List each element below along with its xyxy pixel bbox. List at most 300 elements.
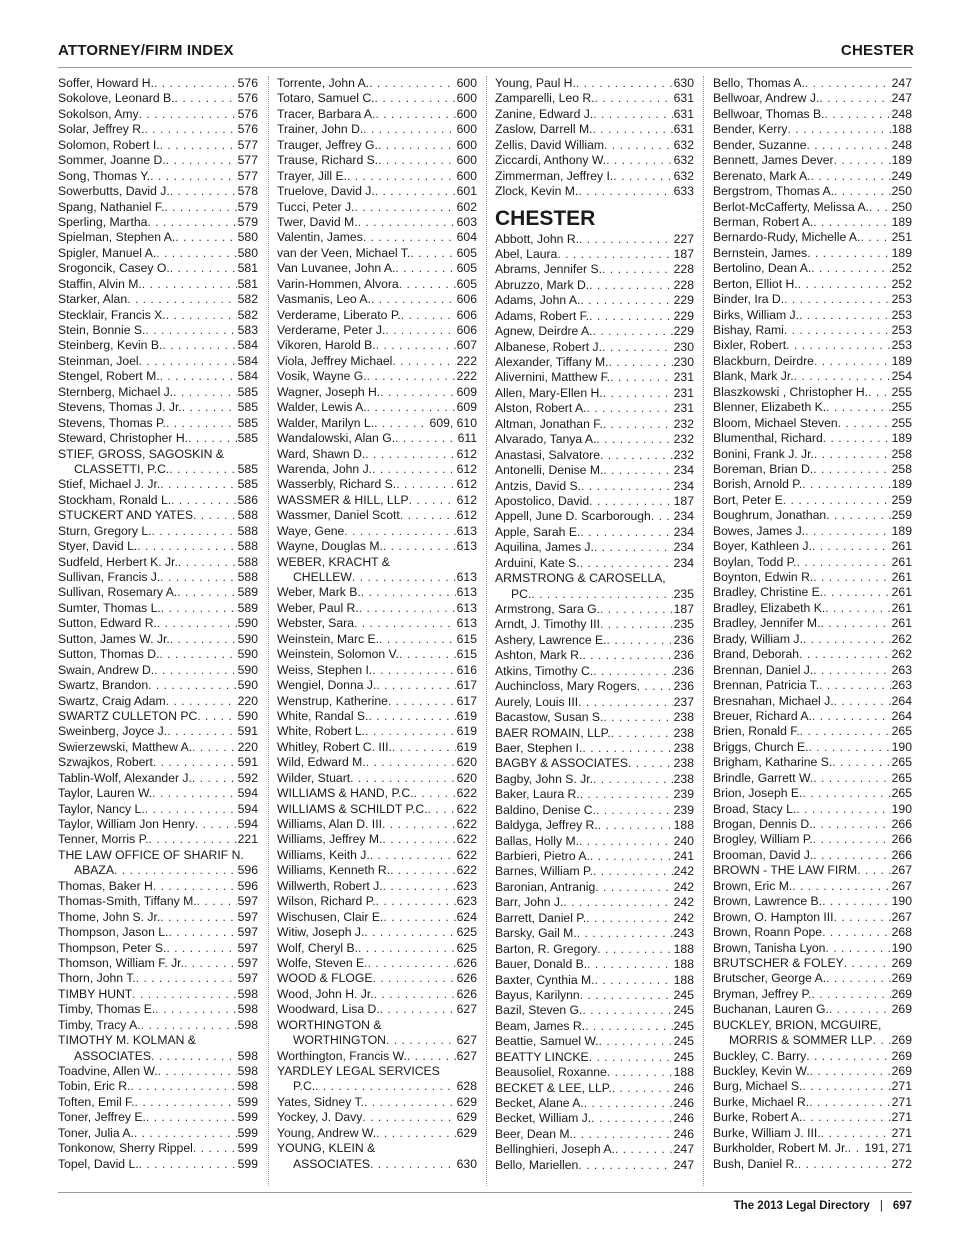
dot-leader [596,803,673,818]
dot-leader [192,740,237,755]
index-entry [495,710,694,725]
entry-name: Warenda, John J. [277,461,373,476]
entry-page: 189 [891,214,912,229]
dot-leader [578,695,673,710]
dot-leader [170,632,237,647]
index-entry [277,292,477,307]
entry-name: Swartz, Brandon [58,678,149,693]
entry-page: 241 [673,849,694,863]
index-entry [713,585,912,600]
entry-name: Bazil, Steven G. [495,1003,583,1018]
entry-name: Barrett, Daniel P. [495,910,587,925]
entry-name: Burkholder, Robert M. Jr. [713,1141,848,1156]
entry-page: 189 [891,477,912,492]
index-entry [58,987,258,1002]
entry-name: Adams, John A. [495,293,581,308]
entry-name: BROWN - THE LAW FIRM [713,863,858,878]
dot-leader [144,122,236,137]
entry-page: 237 [673,694,694,709]
dot-leader [139,1157,237,1172]
index-entry [495,633,694,648]
entry-name: Steinberg, Kevin B. [58,338,163,353]
entry-name: White, Randal S. [277,708,369,723]
entry-name: Brown, Roann Pope [713,925,823,940]
entry-name: Wengiel, Donna J. [277,678,377,693]
index-entry [277,277,477,292]
index-entry [58,832,258,847]
index-entry [713,416,912,431]
entry-name: Antzis, David S. [495,478,582,493]
entry-page: 190 [891,801,912,816]
dot-leader [392,740,456,755]
entry-page: 246 [673,1096,694,1110]
dot-leader [822,894,891,909]
entry-page: 222 [456,353,477,368]
index-entry [58,1126,258,1141]
entry-name: Berlot-McCafferty, Melissa A. [713,199,869,214]
entry-name: Zimmerman, Jeffrey I. [495,168,614,183]
dot-leader [370,848,456,863]
index-entry [58,369,258,384]
entry-page: 265 [891,786,912,801]
index-entry [495,309,694,324]
index-entry [713,230,912,245]
dot-leader [409,493,456,508]
dot-leader [603,417,673,432]
entry-name: Briggs, Church E. [713,739,809,754]
dot-leader [188,431,237,446]
index-entry [58,570,258,585]
dot-leader [376,894,456,909]
entry-page: 585 [237,384,258,399]
index-entry [277,555,477,570]
entry-page: 598 [237,986,258,1001]
dot-leader [578,1158,672,1173]
entry-name: Buckley, Kevin W. [713,1064,810,1078]
index-entry [58,76,258,91]
dot-leader [798,277,891,292]
index-entry [58,632,258,647]
index-entry [58,400,258,415]
entry-name: Steinman, Joel [58,353,139,368]
entry-name: Sudfeld, Herbert K. Jr. [58,554,178,569]
entry-page: 229 [673,293,694,308]
dot-leader [193,1141,237,1156]
index-entry [277,1002,477,1017]
dot-leader [166,941,236,956]
entry-name: Burke, Michael R. [713,1094,810,1109]
dot-leader [580,787,673,802]
dot-leader [826,971,891,986]
entry-page: 188 [673,818,694,833]
index-entry [713,832,912,847]
index-entry [58,323,258,338]
entry-page: 236 [673,663,694,678]
entry-name: Bradley, Jennifer M. [713,616,821,631]
entry-name: PC. [511,586,532,601]
index-entry [495,1019,694,1034]
entry-page: 249 [891,168,912,183]
dot-leader [376,338,456,353]
entry-page: 597 [237,955,258,970]
dot-leader [367,369,456,384]
entry-page: 600 [456,153,477,168]
index-entry [277,848,477,863]
entry-name: CHELLEW [293,570,352,584]
entry-page: 601 [456,184,477,199]
entry-page: 612 [456,508,477,523]
entry-name: Twer, David M. [277,214,358,229]
dot-leader [171,493,237,508]
dot-leader [784,292,891,307]
dot-leader [812,539,891,554]
dot-leader [811,987,890,1002]
dot-leader [825,941,890,956]
entry-page: 597 [237,909,258,924]
entry-name: Brennan, Daniel J. [713,662,814,677]
entry-name: Bacastow, Susan S. [495,710,604,725]
entry-name: Srogoncik, Casey O. [58,261,170,276]
index-entry [58,848,258,863]
dot-leader [388,694,456,709]
entry-page: 599 [237,1141,258,1156]
entry-name: Blackburn, Deirdre [713,353,814,368]
index-entry [495,973,694,988]
dot-leader [148,678,237,693]
dot-leader [407,1049,456,1064]
index-entry [495,184,694,199]
entry-page: 619 [456,708,477,723]
index-entry [713,678,912,693]
entry-page: 623 [456,894,477,909]
entry-name: Brogan, Dennis D. [713,817,813,831]
entry-name: Yockey, J. Davy [277,1110,363,1125]
entry-page: 590 [237,708,258,723]
dot-leader [166,694,237,709]
entry-name: Soffer, Howard H. [58,76,154,90]
entry-page: 242 [673,864,694,879]
index-entry [58,493,258,508]
entry-page: 632 [673,137,694,152]
entry-name: Blaszkowski , Christopher H. [713,384,869,399]
index-entry [713,369,912,384]
entry-page: 267 [891,878,912,893]
dot-leader [598,818,673,833]
entry-page: 622 [456,863,477,878]
dot-leader [821,1126,891,1141]
entry-name: Stein, Bonnie S. [58,323,146,337]
entry-page: 633 [673,184,694,199]
entry-name: Bauer, Donald B. [495,957,588,972]
entry-page: 188 [673,1065,694,1080]
dot-leader [573,1127,673,1142]
entry-name: Styer, David L. [58,539,138,554]
index-column-2 [277,76,477,1172]
index-entry [713,1141,912,1156]
dot-leader [151,524,236,539]
dot-leader [395,261,455,276]
dot-leader [873,1033,891,1048]
entry-page: 578 [237,184,258,199]
dot-leader [606,153,673,168]
entry-page: 245 [673,1049,694,1064]
entry-page: 269 [891,1048,912,1063]
entry-name: Alston, Robert A. [495,401,587,416]
dot-leader [589,309,673,324]
dot-leader [182,400,237,415]
dot-leader [604,138,673,153]
entry-page: 613 [456,570,477,584]
entry-name: Brady, William J. [713,631,803,646]
directory-title: The 2013 Legal Directory [733,1200,870,1212]
dot-leader [589,1050,673,1065]
dot-leader [802,1079,890,1094]
entry-name: Totaro, Samuel C. [277,91,375,106]
index-entry [713,771,912,786]
entry-name: BAGBY & ASSOCIATES [495,756,628,771]
dot-leader [160,910,236,925]
entry-name: Stecklair, Francis X. [58,307,166,322]
dot-leader [584,1096,673,1111]
dot-leader [315,1079,456,1094]
index-entry [277,447,477,462]
entry-name: Berenato, Mark A. [713,168,811,183]
entry-page: 271 [891,1125,912,1140]
index-entry [277,755,477,770]
entry-page: 250 [891,184,912,199]
entry-page: 588 [237,523,258,538]
index-entry [495,479,694,494]
entry-name: Berton, Elliot H. [713,276,798,291]
entry-name: Buchanan, Lauren G. [713,1002,829,1017]
entry-page: 584 [237,369,258,384]
entry-page: 622 [456,801,477,816]
entry-page: 189 [891,431,912,446]
index-entry [495,432,694,447]
entry-page: 586 [237,492,258,507]
index-entry [495,1003,694,1018]
entry-page: 262 [891,631,912,646]
entry-name: Stockham, Ronald L. [58,492,172,507]
entry-name: Zamparelli, Leo R. [495,91,595,106]
index-column-4 [713,76,912,1172]
dot-leader [825,107,891,122]
entry-page: 630 [456,1156,477,1171]
entry-name: Witiw, Joseph J. [277,925,365,940]
index-entry [58,817,258,832]
entry-name: Steward, Christopher H. [58,431,189,446]
dot-leader [166,308,237,323]
entry-page: 600 [456,122,477,137]
index-entry [495,340,694,355]
index-entry [58,292,258,307]
entry-name: Sumter, Thomas L. [58,600,161,615]
dot-leader [127,292,237,307]
entry-name: Vikoren, Harold B. [277,338,376,353]
dot-leader [593,107,672,122]
dot-leader [607,1065,673,1080]
entry-page: 577 [237,153,258,168]
entry-name: ARMSTRONG & CAROSELLA, [495,571,666,586]
entry-page: 247 [891,76,912,90]
index-entry [713,277,912,292]
index-entry [277,308,477,323]
entry-name: CLASSETTI, P.C. [74,461,170,476]
entry-page: 585 [237,431,258,446]
entry-page: 579 [237,199,258,214]
entry-name: Burke, Robert A. [713,1110,803,1125]
entry-page: 266 [891,847,912,862]
entry-page: 272 [891,1156,912,1171]
entry-page: 597 [237,940,258,955]
entry-page: 269 [891,1002,912,1017]
dot-leader [813,215,890,230]
index-entry [713,169,912,184]
index-entry [713,76,912,91]
index-entry [713,647,912,662]
index-column-3 [495,76,694,1173]
index-entry [495,525,694,540]
index-entry [58,616,258,631]
dot-leader [153,755,237,770]
dot-leader [375,91,456,106]
entry-name: Wood, John H. Jr. [277,986,374,1001]
entry-page: 253 [891,338,912,353]
entry-name: WORTHINGTON [293,1033,386,1048]
entry-page: 232 [673,432,694,447]
index-entry [58,1064,258,1079]
entry-name: Williams, Jeffrey M. [277,832,383,847]
entry-page: 625 [456,940,477,955]
entry-page: 625 [456,925,477,940]
dot-leader [813,848,890,863]
entry-page: 234 [673,524,694,539]
entry-page: 589 [237,585,258,600]
entry-page: 600 [456,91,477,106]
dot-leader [392,354,455,369]
entry-name: Becket, William J. [495,1111,592,1126]
entry-page: 238 [673,740,694,755]
entry-name: Zellis, David William [495,137,605,152]
dot-leader [805,76,891,91]
index-entry [277,1157,477,1172]
entry-name: Albanese, Robert J. [495,339,603,354]
dot-leader [376,1126,456,1141]
entry-page: 576 [237,76,258,90]
entry-page: 187 [673,493,694,508]
entry-name: Bernardo-Rudy, Michelle A. [713,230,861,245]
dot-leader [162,338,236,353]
entry-name: Tracer, Barbara A. [277,106,376,121]
entry-page: 576 [237,91,258,106]
entry-page: 622 [456,786,477,801]
dot-leader [380,1002,456,1017]
entry-name: Brigham, Katharine S. [713,755,833,770]
dot-leader [375,107,455,122]
entry-page: 604 [456,230,477,245]
entry-name: Baker, Laura R. [495,787,580,802]
index-entry [713,1049,912,1064]
entry-name: Stevens, Thomas J. Jr. [58,400,182,415]
dot-leader [860,230,890,245]
dot-leader [368,956,456,971]
dot-leader [374,416,428,431]
entry-page: 576 [237,122,258,137]
entry-name: Weber, Paul R. [277,600,359,615]
index-entry [713,1033,912,1048]
index-entry [495,926,694,941]
entry-page: 619 [456,739,477,754]
index-entry [58,354,258,369]
entry-page: 590 [237,616,258,631]
entry-page: 248 [891,137,912,152]
column-divider [268,76,269,1186]
entry-name: Apple, Sarah E. [495,524,581,539]
index-entry [495,864,694,879]
entry-name: Sternberg, Michael J. [58,384,174,399]
index-entry [58,956,258,971]
index-entry [495,1034,694,1049]
dot-leader [197,709,236,724]
index-entry [495,370,694,385]
entry-page: 190 [891,739,912,754]
entry-page: 234 [673,540,694,555]
entry-name: Swain, Andrew D. [58,662,155,677]
entry-page: 613 [456,600,477,615]
dot-leader [359,601,456,616]
index-entry [277,1018,477,1033]
dot-leader [593,122,673,137]
entry-page: 609 [456,384,477,399]
entry-name: Alexander, Tiffany M. [495,355,609,369]
dot-leader [580,988,673,1003]
dot-leader [813,817,891,832]
dot-leader [557,247,672,262]
index-entry [277,601,477,616]
entry-name: Brown, O. Hampton III [713,909,834,924]
entry-page: 188 [673,972,694,987]
entry-name: Wagner, Joseph H. [277,384,381,399]
entry-name: Baxter, Cynthia M. [495,972,595,987]
index-entry [277,400,477,415]
entry-name: Arduini, Kate S. [495,555,580,570]
dot-leader [628,756,673,771]
index-entry [713,1018,912,1033]
entry-name: Bender, Suzanne [713,137,807,152]
index-entry [713,308,912,323]
entry-page: 232 [673,416,694,431]
entry-name: MORRIS & SOMMER LLP [729,1033,873,1048]
dot-leader [376,678,455,693]
entry-name: Brown, Tanisha Lyon [713,940,826,955]
index-entry [58,879,258,894]
entry-name: Abruzzo, Mark D. [495,277,590,292]
index-entry [495,664,694,679]
index-entry [713,601,912,616]
index-entry [495,401,694,416]
dot-leader [141,1018,237,1033]
entry-page: 255 [891,400,912,415]
dot-leader [399,647,456,662]
index-entry [495,278,694,293]
entry-name: Boughrum, Jonathan [713,508,827,523]
entry-page: 271 [891,1094,912,1109]
index-entry [713,354,912,369]
index-entry [277,647,477,662]
entry-name: Wolf, Cheryl B. [277,940,359,955]
entry-page: 597 [237,925,258,940]
entry-page: 261 [891,600,912,615]
